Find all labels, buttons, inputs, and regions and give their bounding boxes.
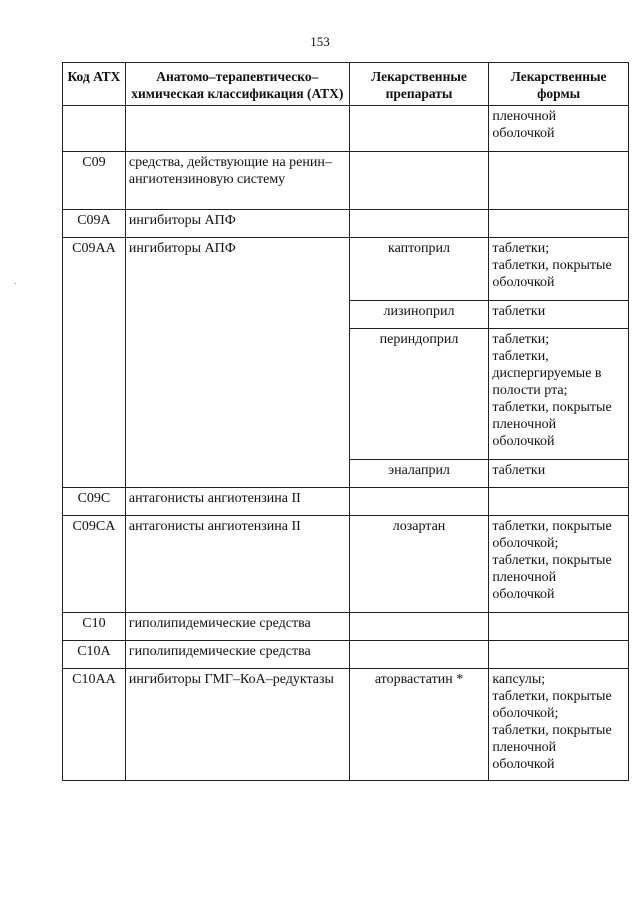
form-cell: [489, 613, 629, 641]
drug-cell: эналаприл: [349, 460, 489, 488]
header-drugs: Лекарственные препараты: [349, 63, 489, 106]
form-cell: [489, 238, 629, 301]
form-line: оболочкой;: [492, 706, 559, 721]
atc-code-cell: C09AA: [63, 238, 126, 488]
classification-cell: гиполипидемические средства: [125, 613, 349, 641]
atc-code-cell: C10AA: [63, 669, 126, 781]
form-line: оболочкой: [492, 757, 555, 772]
drug-cell: лизиноприл: [349, 301, 489, 329]
classification-cell: ингибиторы АПФ: [125, 238, 349, 488]
form-line: таблетки;: [492, 241, 550, 256]
table-row: [63, 152, 629, 210]
form-line: оболочкой;: [492, 536, 559, 551]
form-cell: [489, 329, 629, 460]
form-line: полости рта;: [492, 383, 568, 398]
classification-cell: средства, действующие на ренин–ангиотензиновую систему: [125, 152, 349, 210]
drug-cell: аторвастатин *: [349, 669, 489, 781]
form-line: оболочкой: [492, 126, 555, 141]
table-row: [63, 238, 629, 301]
form-cell: [489, 301, 629, 329]
table-row: [63, 210, 629, 238]
form-cell: [489, 210, 629, 238]
table-row: [63, 669, 629, 781]
classification-cell: [125, 106, 349, 152]
form-cell: [489, 152, 629, 210]
form-cell: [489, 641, 629, 669]
atc-code-cell: C09CA: [63, 516, 126, 613]
drug-cell: [349, 152, 489, 210]
drug-cell: [349, 613, 489, 641]
form-cell: [489, 669, 629, 781]
table-row: [63, 613, 629, 641]
form-line: таблетки, покрытые: [492, 689, 612, 704]
classification-cell: антагонисты ангиотензина II: [125, 488, 349, 516]
form-line: таблетки, покрытые: [492, 400, 612, 415]
drug-cell: [349, 488, 489, 516]
header-classification: Анатомо–терапевтическо–химическая классификация (АТХ): [125, 63, 349, 106]
drug-cell: периндоприл: [349, 329, 489, 460]
atc-code-cell: C09: [63, 152, 126, 210]
form-line: капсулы;: [492, 672, 546, 687]
atx-classification-table: [62, 62, 629, 781]
classification-cell: гиполипидемические средства: [125, 641, 349, 669]
drug-cell: [349, 210, 489, 238]
form-cell: [489, 488, 629, 516]
header-code: Код АТХ: [63, 63, 126, 106]
form-line: таблетки, покрытые: [492, 723, 612, 738]
atc-code-cell: [63, 106, 126, 152]
classification-cell: ингибиторы ГМГ–КоА–редуктазы: [125, 669, 349, 781]
drug-cell: [349, 106, 489, 152]
page-number: 153: [310, 34, 330, 49]
header-forms: Лекарственные формы: [489, 63, 629, 106]
form-line: таблетки: [492, 463, 546, 478]
classification-cell: ингибиторы АПФ: [125, 210, 349, 238]
form-line: таблетки,: [492, 349, 549, 364]
form-line: таблетки, покрытые: [492, 258, 612, 273]
table-row: [63, 488, 629, 516]
form-cell: [489, 460, 629, 488]
atc-code-cell: C10: [63, 613, 126, 641]
table-header-row: [63, 63, 629, 106]
drug-cell: каптоприл: [349, 238, 489, 301]
atc-code-cell: C09A: [63, 210, 126, 238]
form-line: оболочкой: [492, 434, 555, 449]
form-cell: [489, 106, 629, 152]
classification-cell: антагонисты ангиотензина II: [125, 516, 349, 613]
form-line: оболочкой: [492, 587, 555, 602]
form-line: оболочкой: [492, 275, 555, 290]
drug-cell: лозартан: [349, 516, 489, 613]
margin-mark: [15, 283, 16, 284]
form-line: пленочной: [492, 740, 557, 755]
form-line: пленочной: [492, 109, 557, 124]
atc-code-cell: C10A: [63, 641, 126, 669]
table-row: [63, 106, 629, 152]
drug-cell: [349, 641, 489, 669]
form-line: таблетки;: [492, 332, 550, 347]
form-line: пленочной: [492, 570, 557, 585]
form-line: таблетки: [492, 304, 546, 319]
form-line: диспергируемые в: [492, 366, 602, 381]
form-line: таблетки, покрытые: [492, 519, 612, 534]
table-row: [63, 516, 629, 613]
form-cell: [489, 516, 629, 613]
atc-code-cell: C09C: [63, 488, 126, 516]
table-row: [63, 641, 629, 669]
form-line: пленочной: [492, 417, 557, 432]
form-line: таблетки, покрытые: [492, 553, 612, 568]
